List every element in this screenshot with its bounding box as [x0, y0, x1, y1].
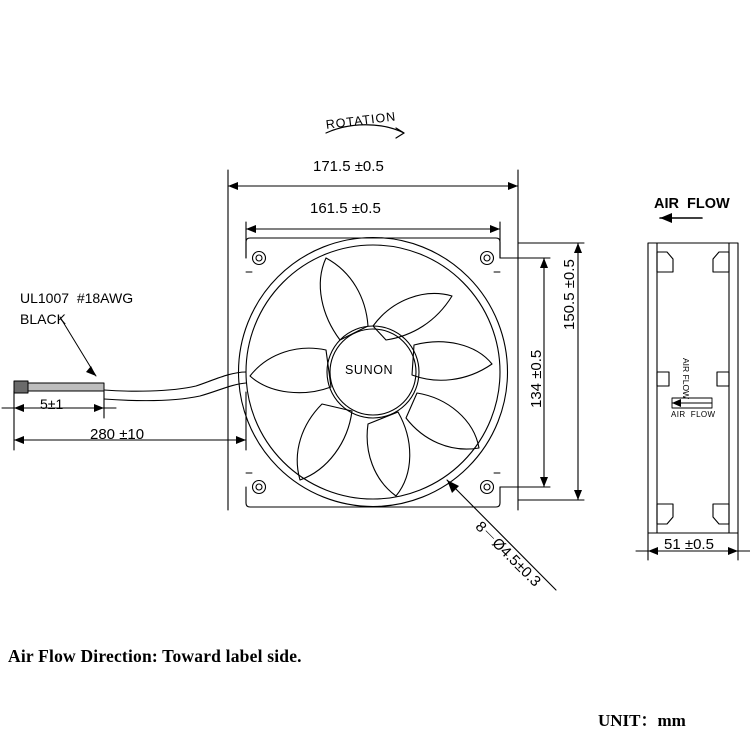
dim-outer-height-label: 150.5 ±0.5 [561, 259, 578, 330]
hole-callout-label: 8－Ø4.5±0.3 [471, 518, 544, 591]
brand-label: SUNON [345, 363, 394, 377]
fan-hub-and-blades [250, 258, 492, 496]
airflow-direction-note: Air Flow Direction: Toward label side. [8, 646, 302, 666]
air-flow-side-rotated-label: AIR FLOW [681, 358, 691, 400]
rotation-label: ROTATION [325, 109, 397, 132]
fan-side-view [648, 243, 738, 533]
wire-spec-label-line1: UL1007 #18AWG [20, 290, 134, 306]
dim-mount-height-label: 134 ±0.5 [528, 349, 545, 408]
dim-lead-length-label: 280 ±10 [90, 426, 145, 443]
lead-wire [14, 317, 246, 401]
air-flow-side-label: AIR FLOW [671, 410, 716, 419]
dim-mount-width-label: 161.5 ±0.5 [310, 200, 381, 217]
dim-thickness-label: 51 ±0.5 [664, 536, 714, 553]
air-flow-arrow-top-icon [660, 213, 702, 223]
dim-outer-width [228, 170, 518, 510]
air-flow-top-label: AIR FLOW [654, 196, 730, 212]
dim-lead-strip-label: 5±1 [40, 396, 64, 412]
dim-mount-width [246, 222, 500, 258]
wire-spec-label-line2: BLACK [20, 311, 66, 327]
dim-outer-width-label: 171.5 ±0.5 [313, 158, 384, 175]
unit-note: UNIT：mm [598, 711, 686, 730]
